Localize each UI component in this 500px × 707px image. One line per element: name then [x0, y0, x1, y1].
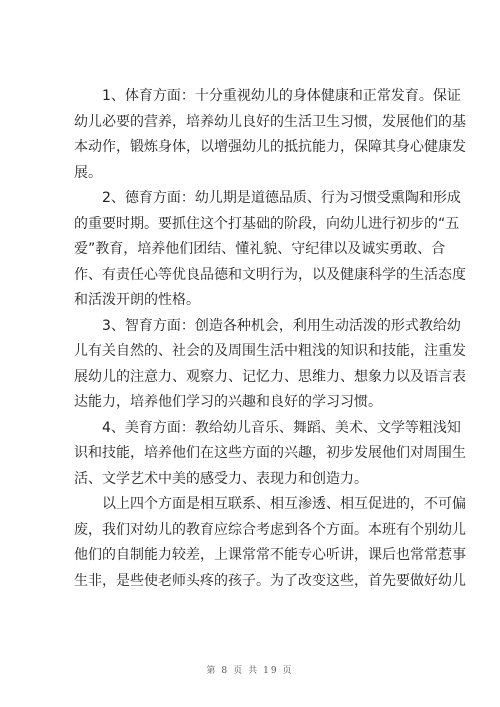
- text-line: 4、美育方面：教给幼儿音乐、舞蹈、美术、文学等粗浅知: [102, 419, 461, 436]
- text-line: 废，我们对幼儿的教育应综合考虑到各个方面。本班有个别幼儿: [74, 521, 466, 538]
- text-line: 本动作，锻炼身体，以增强幼儿的抵抗能力，保障其身心健康发: [74, 139, 466, 155]
- footer-total-word: 共: [248, 666, 260, 676]
- text-line: 幼儿必要的营养，培养幼儿良好的生活卫生习惯，发展他们的基: [74, 113, 466, 130]
- text-line: 展幼儿的注意力、观察力、记忆力、思维力、想象力以及语言表: [74, 368, 466, 385]
- text-line: 的重要时期。要抓住这个打基础的阶段，向幼儿进行初步的“五: [74, 215, 460, 232]
- paragraph-physical-education: [74, 84, 466, 186]
- footer-page-word: 页: [233, 666, 245, 676]
- text-line: 活、文学艺术中美的感受力、表现力和创造力。: [74, 470, 368, 487]
- text-line: 达能力，培养他们学习的兴趣和良好的学习习惯。: [74, 394, 382, 410]
- text-line: 生非，是些使老师头疼的孩子。为了改变这些，首先要做好幼儿: [74, 572, 466, 589]
- paragraph-aesthetic-education: [74, 416, 466, 493]
- paragraph-moral-education: [74, 186, 466, 314]
- footer-prefix: 第: [206, 666, 218, 676]
- text-line: 1、体育方面：十分重视幼儿的身体健康和正常发育。保证: [102, 88, 461, 104]
- text-line: 识和技能，培养他们在这些方面的兴趣，初步发展他们对周围生: [74, 445, 466, 461]
- text-line: 和活泼开朗的性格。: [74, 292, 200, 308]
- paragraph-intellectual-education: [74, 314, 466, 416]
- text-line: 以上四个方面是相互联系、相互渗透、相互促进的，不可偏: [102, 496, 466, 512]
- document-body: [74, 84, 466, 594]
- paragraph-summary: [74, 492, 466, 594]
- text-line: 儿有关自然的、社会的及周围生活中粗浅的知识和技能，注重发: [74, 343, 466, 359]
- total-page-count: 19: [263, 666, 279, 676]
- text-line: 他们的自制能力较差，上课常常不能专心听讲，课后也常常惹事: [74, 547, 466, 563]
- text-line: 作、有责任心等优良品德和文明行为，以及健康科学的生活态度: [74, 266, 466, 283]
- text-line: 展。: [74, 164, 102, 181]
- current-page-number: 8: [221, 666, 230, 676]
- text-line: 爱”教育，培养他们团结、懂礼貌、守纪律以及诚实勇敢、合: [74, 241, 446, 257]
- text-line: 3、智育方面：创造各种机会，利用生动活泼的形式教给幼: [102, 317, 461, 334]
- footer-suffix: 页: [282, 666, 294, 676]
- page-footer: [0, 663, 500, 676]
- text-line: 2、德育方面：幼儿期是道德品质、行为习惯受熏陶和形成: [102, 190, 461, 206]
